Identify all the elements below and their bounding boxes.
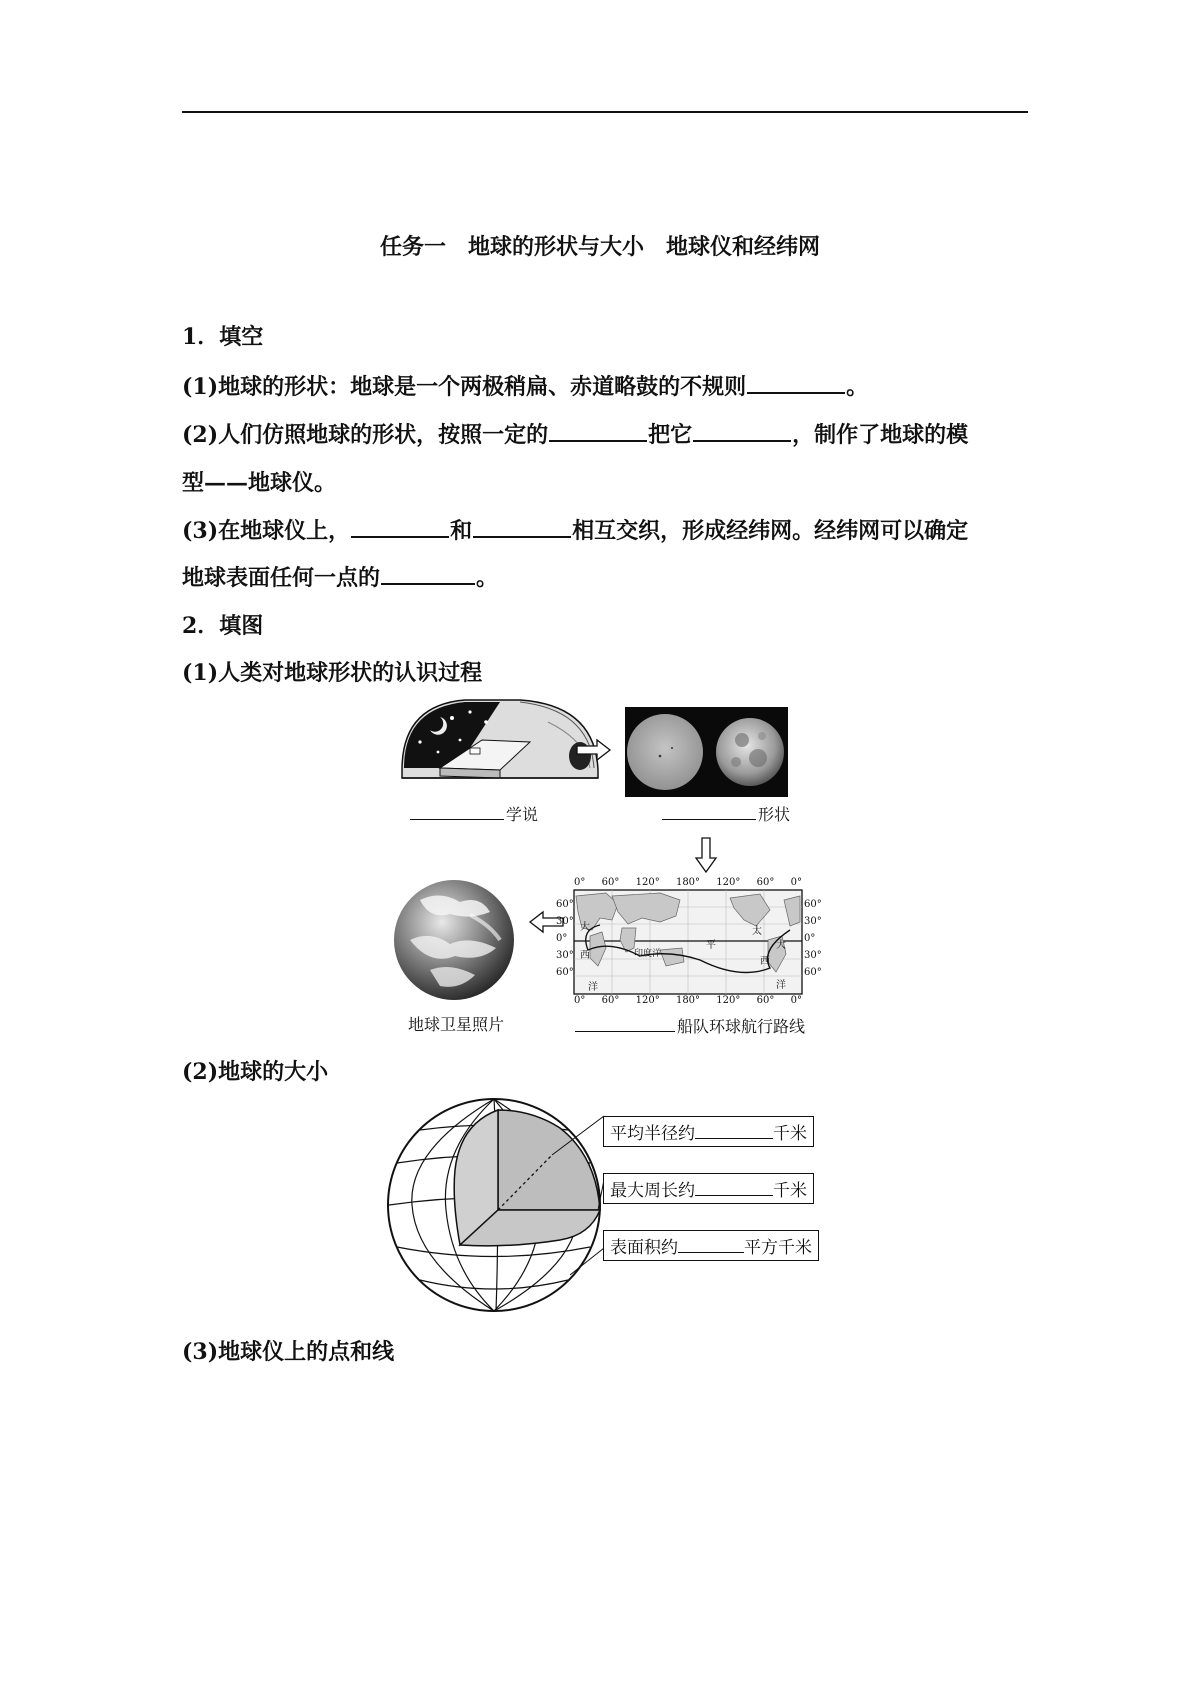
radius-label: 平均半径约: [610, 1124, 695, 1144]
question-3-line-2-text: 地球表面任何一点的: [182, 565, 381, 591]
map-label: 西: [760, 956, 770, 967]
caption-shape-text: 形状: [758, 805, 791, 824]
subsection-2-heading: (2)地球的大小: [182, 1059, 329, 1085]
map-tick: 60°: [601, 995, 620, 1006]
question-3-line-2-end: 。: [476, 565, 499, 591]
answer-blank[interactable]: [575, 1017, 675, 1032]
map-tick: 60°: [556, 899, 574, 910]
map-tick: 120°: [716, 995, 741, 1006]
caption-voyage: [575, 1014, 805, 1037]
question-2-text: (2)人们仿照地球的形状，按照一定的: [182, 422, 549, 448]
subsection-1-heading: (1)人类对地球形状的认识过程: [182, 660, 483, 686]
circumference-unit: 千米: [773, 1181, 807, 1201]
map-tick: 60°: [804, 899, 822, 910]
caption-theory: [410, 802, 538, 825]
map-label: 平: [706, 940, 716, 951]
map-right-ticks: [804, 896, 822, 981]
map-label: 西: [580, 950, 590, 961]
earth-cutaway-diagram: [388, 1099, 604, 1311]
satellite-earth-photo: [394, 880, 514, 1000]
map-tick: 60°: [756, 995, 775, 1006]
map-tick: 0°: [556, 933, 568, 944]
section-2-heading: 2．填图: [182, 613, 264, 639]
answer-blank[interactable]: [410, 805, 504, 820]
question-3-text: (3)在地球仪上，: [182, 518, 351, 544]
surface-area-box: [603, 1230, 819, 1261]
map-tick: 60°: [804, 967, 822, 978]
map-tick: 0°: [574, 995, 586, 1006]
radius-box: [603, 1116, 814, 1147]
question-1-end: 。: [846, 374, 869, 400]
map-tick: 0°: [790, 995, 802, 1006]
map-tick: 30°: [804, 916, 822, 927]
radius-unit: 千米: [773, 1124, 807, 1144]
map-label: 太: [752, 926, 762, 937]
map-tick: 0°: [804, 933, 816, 944]
question-2-line-2: 型——地球仪。: [182, 470, 337, 496]
surface-area-label: 表面积约: [610, 1238, 678, 1258]
map-label: 洋: [776, 980, 786, 991]
circumference-box: [603, 1173, 814, 1204]
sun-moon-photo: [625, 707, 788, 797]
answer-blank[interactable]: [695, 1124, 773, 1139]
caption-voyage-text: 船队环球航行路线: [677, 1017, 806, 1036]
circumference-label: 最大周长约: [610, 1181, 695, 1201]
section-1-heading: 1．填空: [182, 324, 264, 350]
map-tick: 120°: [635, 995, 660, 1006]
map-label: 大: [776, 940, 786, 951]
caption-shape: [662, 802, 790, 825]
map-tick: 180°: [675, 877, 701, 888]
caption-photo: 地球卫星照片: [408, 1015, 505, 1034]
map-tick: 120°: [635, 877, 660, 888]
map-tick: 120°: [716, 877, 741, 888]
map-top-ticks: [574, 877, 802, 888]
dome-illustration: [402, 700, 598, 778]
surface-area-unit: 平方千米: [744, 1238, 812, 1258]
answer-blank[interactable]: [695, 1181, 773, 1196]
map-tick: 0°: [790, 877, 802, 888]
map-tick: 30°: [556, 950, 574, 961]
map-tick: 60°: [756, 877, 775, 888]
answer-blank[interactable]: [678, 1238, 744, 1253]
map-label: 大: [580, 922, 590, 933]
question-2-end: ，制作了地球的模: [792, 422, 969, 448]
map-tick: 60°: [556, 967, 574, 978]
map-tick: 30°: [556, 916, 574, 927]
caption-theory-text: 学说: [506, 805, 539, 824]
map-tick: 0°: [574, 877, 586, 888]
question-3-end: 相互交织，形成经纬网。经纬网可以确定: [572, 518, 969, 544]
answer-blank[interactable]: [662, 805, 756, 820]
map-label: 印度洋: [634, 949, 662, 959]
map-tick: 30°: [804, 950, 822, 961]
arrow-down-icon: [696, 838, 716, 872]
map-bottom-ticks: [574, 995, 802, 1006]
map-left-ticks: [556, 896, 574, 981]
map-tick: 180°: [675, 995, 701, 1006]
question-3-mid: 和: [450, 518, 473, 544]
subsection-3-heading: (3)地球仪上的点和线: [182, 1339, 395, 1365]
question-2-mid: 把它: [648, 422, 693, 448]
map-label: 洋: [588, 982, 598, 993]
map-tick: 60°: [601, 877, 620, 888]
question-1-text: (1)地球的形状：地球是一个两极稍扁、赤道略鼓的不规则: [182, 374, 747, 400]
page-title: 任务一 地球的形状与大小 地球仪和经纬网: [379, 234, 820, 260]
world-map: [574, 890, 802, 994]
